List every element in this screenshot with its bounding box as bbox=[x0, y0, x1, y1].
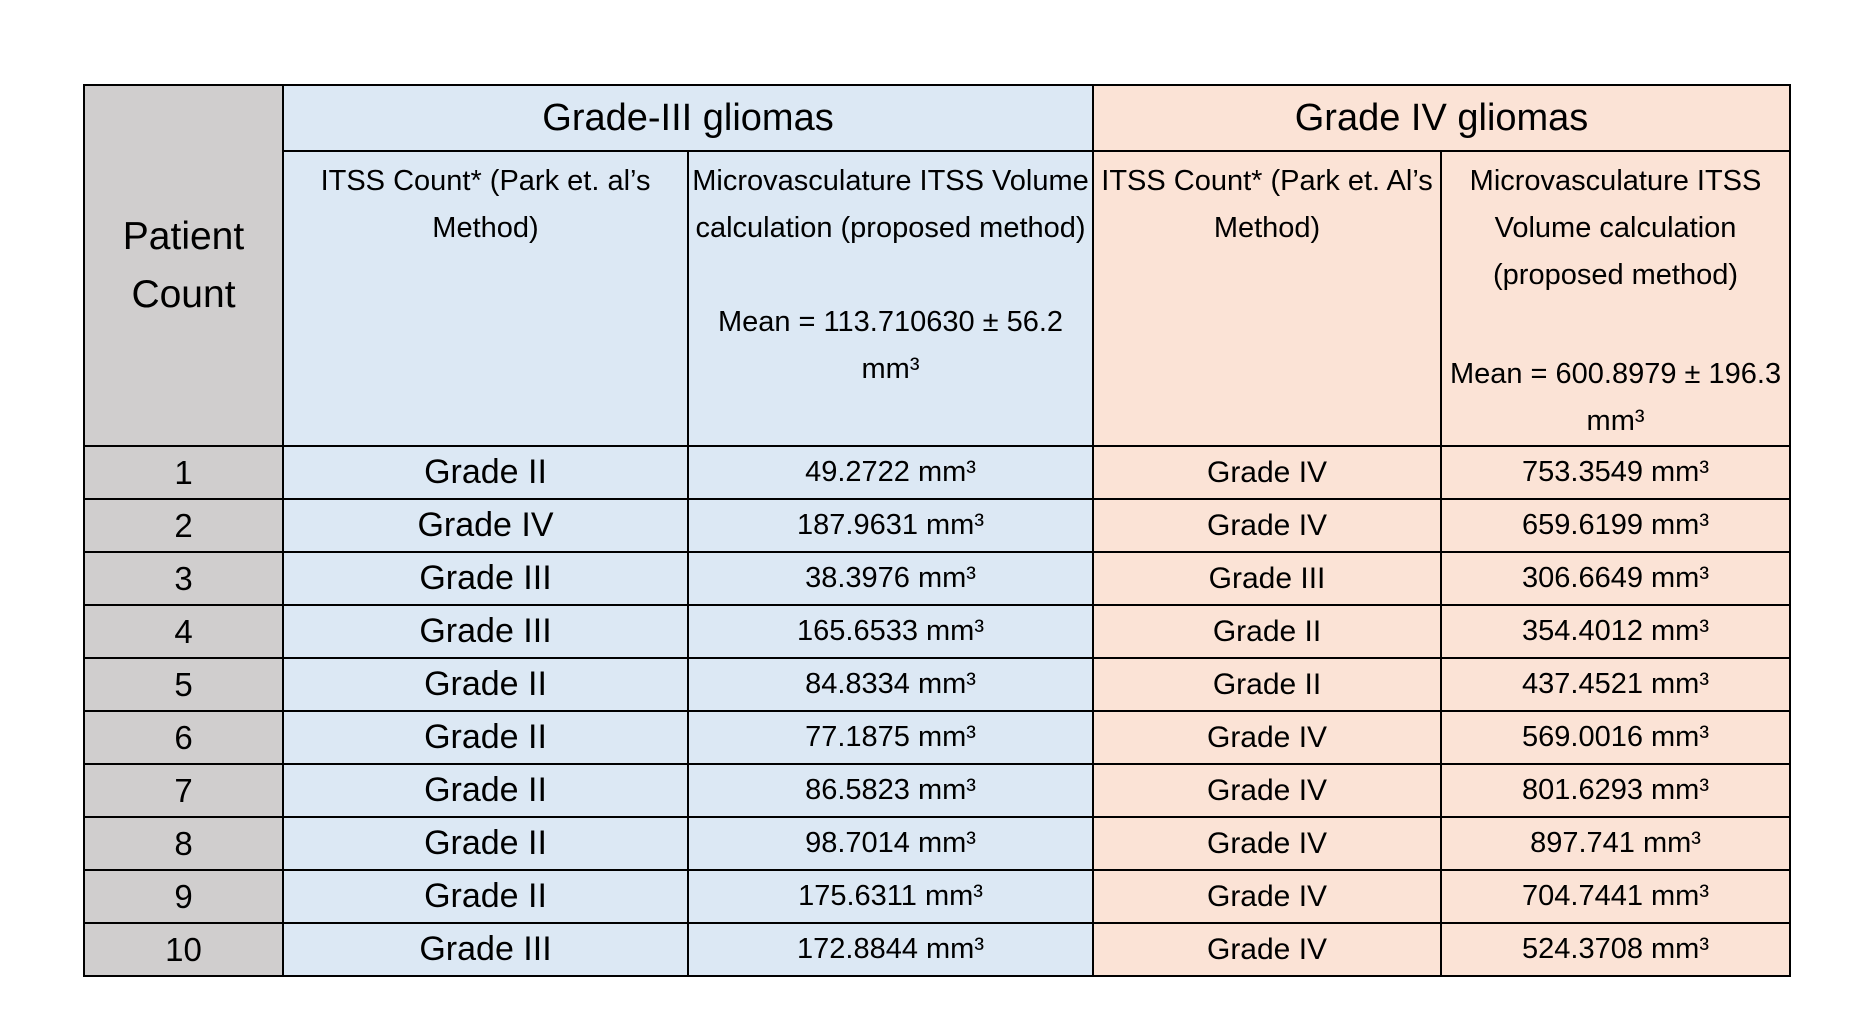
grade3-itss-count-cell: Grade II bbox=[283, 711, 688, 764]
grade4-itss-count-cell: Grade IV bbox=[1093, 870, 1441, 923]
grade3-volume-cell: 187.9631 mm³ bbox=[688, 499, 1093, 552]
grade4-volume-label: Microvasculature ITSS Volume calculation (proposed method) bbox=[1469, 165, 1762, 291]
grade3-itss-count-label: ITSS Count* (Park et. al’s Method) bbox=[320, 165, 651, 244]
patient-number-cell: 5 bbox=[84, 658, 283, 711]
grade3-itss-count-cell: Grade III bbox=[283, 552, 688, 605]
grade4-volume-cell: 569.0016 mm³ bbox=[1441, 711, 1790, 764]
table-row bbox=[84, 711, 1790, 764]
table-body bbox=[84, 446, 1790, 976]
grade4-itss-count-cell: Grade IV bbox=[1093, 499, 1441, 552]
patient-number-cell: 9 bbox=[84, 870, 283, 923]
patient-number-cell: 7 bbox=[84, 764, 283, 817]
patient-number-cell: 10 bbox=[84, 923, 283, 976]
grade3-volume-cell: 77.1875 mm³ bbox=[688, 711, 1093, 764]
table-row bbox=[84, 446, 1790, 499]
grade4-volume-header bbox=[1441, 151, 1790, 446]
grade4-itss-count-cell: Grade IV bbox=[1093, 817, 1441, 870]
grade4-volume-cell: 524.3708 mm³ bbox=[1441, 923, 1790, 976]
table-row bbox=[84, 552, 1790, 605]
grade4-itss-count-header bbox=[1093, 151, 1441, 446]
grade3-volume-label: Microvasculature ITSS Volume calculation (proposed method) bbox=[692, 165, 1089, 244]
table-row bbox=[84, 870, 1790, 923]
grade3-itss-count-cell: Grade II bbox=[283, 817, 688, 870]
patient-number-cell: 1 bbox=[84, 446, 283, 499]
grade3-volume-cell: 49.2722 mm³ bbox=[688, 446, 1093, 499]
grade4-itss-count-label: ITSS Count* (Park et. Al’s Method) bbox=[1101, 165, 1433, 244]
grade4-itss-count-cell: Grade II bbox=[1093, 658, 1441, 711]
patient-number-cell: 8 bbox=[84, 817, 283, 870]
glioma-comparison-table bbox=[83, 84, 1791, 977]
grade3-group-header: Grade-III gliomas bbox=[283, 85, 1093, 151]
grade4-itss-count-cell: Grade II bbox=[1093, 605, 1441, 658]
grade4-volume-cell: 306.6649 mm³ bbox=[1441, 552, 1790, 605]
grade3-itss-count-cell: Grade IV bbox=[283, 499, 688, 552]
grade3-volume-cell: 84.8334 mm³ bbox=[688, 658, 1093, 711]
grade3-itss-count-cell: Grade II bbox=[283, 870, 688, 923]
grade4-group-header: Grade IV gliomas bbox=[1093, 85, 1790, 151]
grade4-volume-cell: 704.7441 mm³ bbox=[1441, 870, 1790, 923]
table-row bbox=[84, 605, 1790, 658]
patient-number-cell: 6 bbox=[84, 711, 283, 764]
grade4-volume-cell: 437.4521 mm³ bbox=[1441, 658, 1790, 711]
grade3-itss-count-cell: Grade III bbox=[283, 923, 688, 976]
patient-number-cell: 2 bbox=[84, 499, 283, 552]
patient-count-header: Patient Count bbox=[84, 85, 283, 446]
grade3-volume-cell: 172.8844 mm³ bbox=[688, 923, 1093, 976]
patient-number-cell: 4 bbox=[84, 605, 283, 658]
grade4-volume-cell: 659.6199 mm³ bbox=[1441, 499, 1790, 552]
grade3-itss-count-cell: Grade II bbox=[283, 658, 688, 711]
grade4-volume-cell: 354.4012 mm³ bbox=[1441, 605, 1790, 658]
grade4-itss-count-cell: Grade IV bbox=[1093, 923, 1441, 976]
grade4-volume-cell: 897.741 mm³ bbox=[1441, 817, 1790, 870]
grade4-volume-cell: 753.3549 mm³ bbox=[1441, 446, 1790, 499]
grade3-itss-count-header bbox=[283, 151, 688, 446]
grade3-volume-header bbox=[688, 151, 1093, 446]
table-row bbox=[84, 764, 1790, 817]
grade3-mean-label: Mean = 113.710630 ± 56.2 mm³ bbox=[717, 306, 1064, 385]
grade4-itss-count-cell: Grade III bbox=[1093, 552, 1441, 605]
table-row bbox=[84, 499, 1790, 552]
grade3-itss-count-cell: Grade II bbox=[283, 764, 688, 817]
grade3-volume-cell: 38.3976 mm³ bbox=[688, 552, 1093, 605]
grade4-itss-count-cell: Grade IV bbox=[1093, 764, 1441, 817]
grade3-volume-cell: 165.6533 mm³ bbox=[688, 605, 1093, 658]
table-row bbox=[84, 923, 1790, 976]
table-row bbox=[84, 658, 1790, 711]
grade3-itss-count-cell: Grade II bbox=[283, 446, 688, 499]
grade4-itss-count-cell: Grade IV bbox=[1093, 711, 1441, 764]
grade3-itss-count-cell: Grade III bbox=[283, 605, 688, 658]
grade4-itss-count-cell: Grade IV bbox=[1093, 446, 1441, 499]
patient-number-cell: 3 bbox=[84, 552, 283, 605]
grade4-volume-cell: 801.6293 mm³ bbox=[1441, 764, 1790, 817]
grade3-volume-cell: 86.5823 mm³ bbox=[688, 764, 1093, 817]
table-row bbox=[84, 817, 1790, 870]
grade3-volume-cell: 98.7014 mm³ bbox=[688, 817, 1093, 870]
grade4-mean-label: Mean = 600.8979 ± 196.3 mm³ bbox=[1449, 358, 1782, 437]
grade3-volume-cell: 175.6311 mm³ bbox=[688, 870, 1093, 923]
